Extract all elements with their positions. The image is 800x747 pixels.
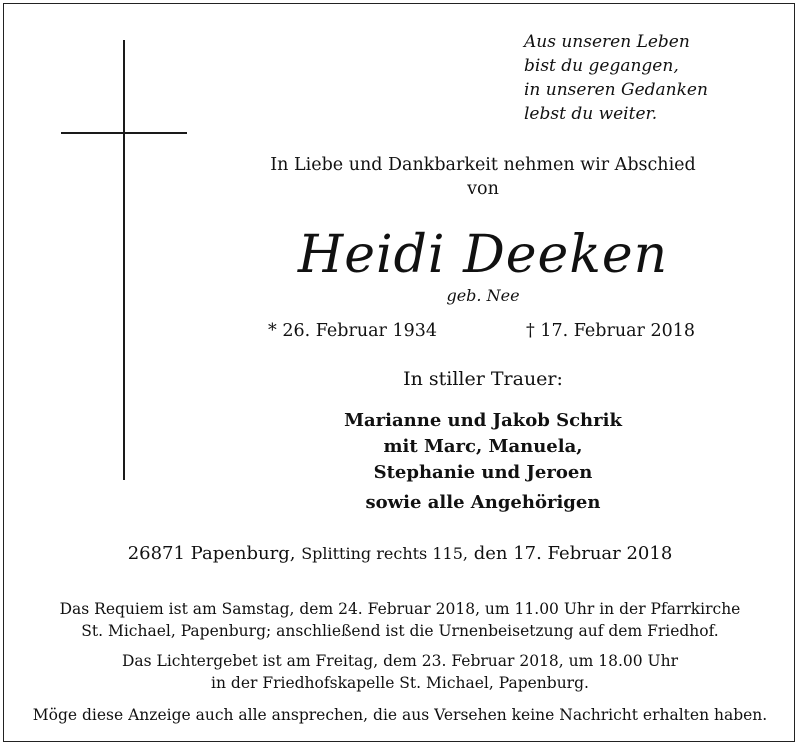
birth-date: * 26. Februar 1934 <box>268 321 437 341</box>
family-line: mit Marc, Manuela, <box>383 436 583 457</box>
requiem-info <box>0 598 800 642</box>
requiem-line: Das Requiem ist am Samstag, dem 24. Februar 2018, um 11.00 Uhr in der Pfarrkirche <box>59 600 741 618</box>
street: Splitting rechts 115, <box>301 544 468 563</box>
poem-line: Aus unseren Leben <box>524 32 690 52</box>
death-date: † 17. Februar 2018 <box>526 321 695 341</box>
prayer-info <box>0 650 800 694</box>
poem <box>524 30 708 126</box>
intro-text <box>0 153 800 201</box>
city: 26871 Papenburg, <box>127 543 296 564</box>
family-line: Marianne und Jakob Schrik <box>344 410 622 431</box>
intro-line: von <box>467 179 499 199</box>
notice-line: Möge diese Anzeige auch alle ansprechen, die aus Versehen keine Nachricht erhalten haben. <box>32 706 768 724</box>
family-names <box>0 408 800 486</box>
prayer-line: Das Lichtergebet ist am Freitag, dem 23. Februar 2018, um 18.00 Uhr <box>121 652 679 670</box>
date: den 17. Februar 2018 <box>473 543 673 564</box>
poem-line: in unseren Gedanken <box>524 80 708 100</box>
place-date-line <box>0 543 800 564</box>
poem-line: bist du gegangen, <box>524 56 679 76</box>
cross-horizontal-bar <box>61 132 187 134</box>
family-line: Stephanie und Jeroen <box>373 462 593 483</box>
requiem-line: St. Michael, Papenburg; anschließend ist die Urnenbeisetzung auf dem Friedhof. <box>81 622 719 640</box>
mourning-heading: In stiller Trauer: <box>403 368 563 390</box>
relatives-line: sowie alle Angehörigen <box>365 492 601 513</box>
deceased-name: Heidi Deeken <box>297 225 669 285</box>
prayer-line: in der Friedhofskapelle St. Michael, Papenburg. <box>211 674 589 692</box>
intro-line: In Liebe und Dankbarkeit nehmen wir Abschied <box>270 155 696 175</box>
birth-name: geb. Nee <box>446 286 520 305</box>
poem-line: lebst du weiter. <box>524 104 658 124</box>
